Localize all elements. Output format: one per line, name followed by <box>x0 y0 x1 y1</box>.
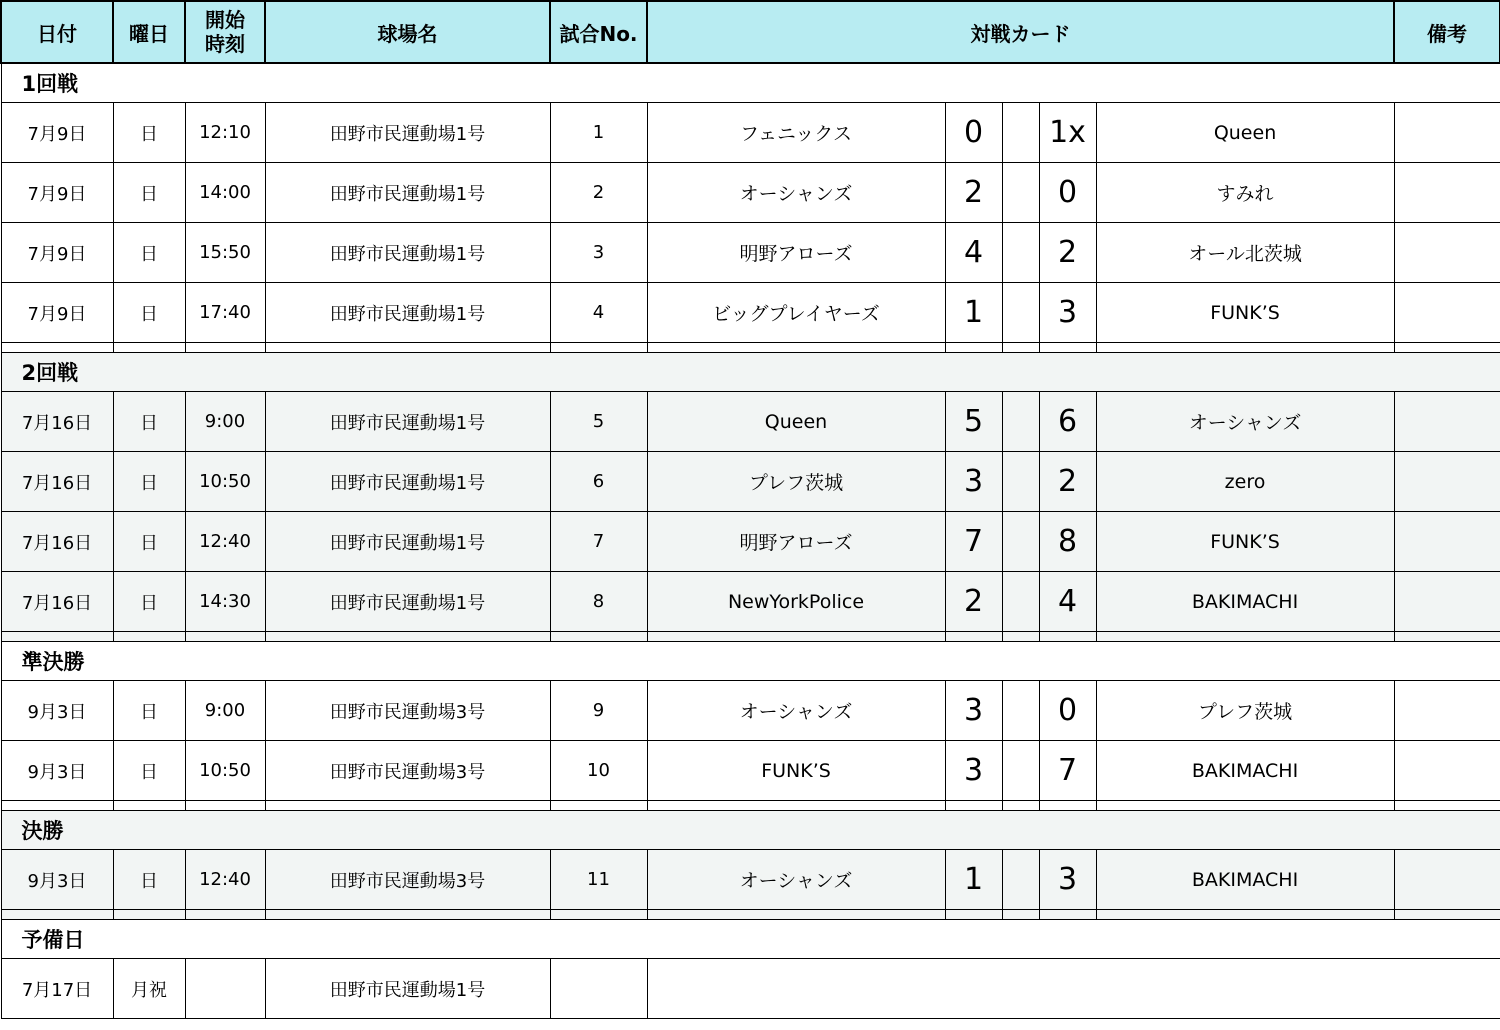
spacer-cell <box>1394 910 1500 920</box>
team-a: フェニックス <box>647 103 945 163</box>
score-b: 2 <box>1039 223 1096 283</box>
team-a: オーシャンズ <box>647 850 945 910</box>
game-venue: 田野市民運動場1号 <box>265 452 550 512</box>
score-a: 1 <box>945 850 1002 910</box>
game-venue: 田野市民運動場3号 <box>265 850 550 910</box>
team-a: 明野アローズ <box>647 512 945 572</box>
game-number: 1 <box>550 103 647 163</box>
game-notes <box>1394 452 1500 512</box>
reserve-time <box>185 959 265 1019</box>
score-divider <box>1002 741 1039 801</box>
header-start-time <box>185 1 265 63</box>
header-start-time-line2: 時刻 <box>205 32 245 56</box>
spacer-row <box>1 801 1500 811</box>
game-weekday: 日 <box>113 512 185 572</box>
spacer-cell <box>550 632 647 642</box>
game-venue: 田野市民運動場3号 <box>265 681 550 741</box>
game-time: 17:40 <box>185 283 265 343</box>
score-b: 0 <box>1039 163 1096 223</box>
spacer-cell <box>185 632 265 642</box>
reserve-venue: 田野市民運動場1号 <box>265 959 550 1019</box>
game-weekday: 日 <box>113 572 185 632</box>
team-b: BAKIMACHI <box>1096 572 1394 632</box>
section-row <box>1 353 1500 392</box>
game-time: 14:00 <box>185 163 265 223</box>
reserve-row <box>1 959 1500 1019</box>
spacer-cell <box>1096 910 1394 920</box>
spacer-cell <box>1039 632 1096 642</box>
spacer-cell <box>185 343 265 353</box>
team-a: FUNK’S <box>647 741 945 801</box>
game-notes <box>1394 572 1500 632</box>
game-number: 8 <box>550 572 647 632</box>
section-title: 2回戦 <box>1 353 1500 392</box>
game-venue: 田野市民運動場3号 <box>265 741 550 801</box>
game-number: 10 <box>550 741 647 801</box>
spacer-cell <box>1 801 113 811</box>
game-venue: 田野市民運動場1号 <box>265 512 550 572</box>
game-notes <box>1394 103 1500 163</box>
team-a: オーシャンズ <box>647 681 945 741</box>
spacer-cell <box>1 910 113 920</box>
spacer-cell <box>945 343 1002 353</box>
spacer-cell <box>647 910 945 920</box>
game-weekday: 日 <box>113 452 185 512</box>
team-a: ビッグプレイヤーズ <box>647 283 945 343</box>
spacer-cell <box>1 343 113 353</box>
spacer-row <box>1 343 1500 353</box>
header-matchup: 対戦カード <box>647 1 1394 63</box>
game-venue: 田野市民運動場1号 <box>265 572 550 632</box>
game-notes <box>1394 850 1500 910</box>
spacer-cell <box>1002 343 1039 353</box>
game-row <box>1 103 1500 163</box>
team-a: オーシャンズ <box>647 163 945 223</box>
reserve-number <box>550 959 647 1019</box>
score-divider <box>1002 452 1039 512</box>
score-divider <box>1002 572 1039 632</box>
game-date: 9月3日 <box>1 681 113 741</box>
score-divider <box>1002 223 1039 283</box>
score-b: 7 <box>1039 741 1096 801</box>
game-number: 3 <box>550 223 647 283</box>
game-date: 7月9日 <box>1 283 113 343</box>
game-time: 10:50 <box>185 741 265 801</box>
game-venue: 田野市民運動場1号 <box>265 103 550 163</box>
spacer-cell <box>1039 801 1096 811</box>
game-date: 7月9日 <box>1 163 113 223</box>
score-a: 4 <box>945 223 1002 283</box>
spacer-cell <box>113 910 185 920</box>
reserve-weekday: 月祝 <box>113 959 185 1019</box>
game-date: 7月16日 <box>1 452 113 512</box>
game-notes <box>1394 741 1500 801</box>
game-time: 15:50 <box>185 223 265 283</box>
team-b: BAKIMACHI <box>1096 850 1394 910</box>
game-notes <box>1394 163 1500 223</box>
header-weekday: 曜日 <box>113 1 185 63</box>
game-number: 9 <box>550 681 647 741</box>
game-weekday: 日 <box>113 283 185 343</box>
spacer-cell <box>113 801 185 811</box>
score-divider <box>1002 512 1039 572</box>
section-row <box>1 920 1500 959</box>
game-weekday: 日 <box>113 850 185 910</box>
spacer-cell <box>1039 343 1096 353</box>
game-weekday: 日 <box>113 223 185 283</box>
header-start-time-line1: 開始 <box>205 8 245 32</box>
game-time: 12:40 <box>185 512 265 572</box>
reserve-matchup <box>647 959 1500 1019</box>
spacer-cell <box>1394 801 1500 811</box>
game-time: 12:10 <box>185 103 265 163</box>
header-game-no: 試合No. <box>550 1 647 63</box>
game-row <box>1 850 1500 910</box>
spacer-cell <box>265 343 550 353</box>
game-row <box>1 681 1500 741</box>
spacer-cell <box>1394 343 1500 353</box>
score-divider <box>1002 392 1039 452</box>
spacer-cell <box>113 343 185 353</box>
game-weekday: 日 <box>113 163 185 223</box>
team-a: Queen <box>647 392 945 452</box>
team-b: zero <box>1096 452 1394 512</box>
game-row <box>1 452 1500 512</box>
score-b: 1x <box>1039 103 1096 163</box>
game-weekday: 日 <box>113 741 185 801</box>
spacer-cell <box>265 632 550 642</box>
spacer-cell <box>647 801 945 811</box>
game-row <box>1 283 1500 343</box>
spacer-cell <box>945 801 1002 811</box>
game-date: 9月3日 <box>1 741 113 801</box>
spacer-row <box>1 910 1500 920</box>
spacer-cell <box>945 910 1002 920</box>
score-divider <box>1002 850 1039 910</box>
spacer-cell <box>550 910 647 920</box>
spacer-cell <box>647 343 945 353</box>
team-a: 明野アローズ <box>647 223 945 283</box>
game-weekday: 日 <box>113 392 185 452</box>
spacer-cell <box>185 910 265 920</box>
spacer-cell <box>550 801 647 811</box>
spacer-cell <box>1002 801 1039 811</box>
spacer-cell <box>1039 910 1096 920</box>
section-title: 予備日 <box>1 920 1500 959</box>
score-a: 0 <box>945 103 1002 163</box>
spacer-cell <box>1002 632 1039 642</box>
game-venue: 田野市民運動場1号 <box>265 163 550 223</box>
team-b: FUNK’S <box>1096 283 1394 343</box>
spacer-cell <box>113 632 185 642</box>
game-number: 11 <box>550 850 647 910</box>
spacer-cell <box>1394 632 1500 642</box>
section-row <box>1 642 1500 681</box>
score-a: 3 <box>945 681 1002 741</box>
game-date: 7月16日 <box>1 572 113 632</box>
team-a: NewYorkPolice <box>647 572 945 632</box>
section-row <box>1 811 1500 850</box>
game-notes <box>1394 392 1500 452</box>
header-venue: 球場名 <box>265 1 550 63</box>
game-number: 5 <box>550 392 647 452</box>
game-date: 7月16日 <box>1 512 113 572</box>
game-time: 10:50 <box>185 452 265 512</box>
score-a: 2 <box>945 572 1002 632</box>
team-b: オール北茨城 <box>1096 223 1394 283</box>
reserve-date: 7月17日 <box>1 959 113 1019</box>
game-notes <box>1394 681 1500 741</box>
header-date: 日付 <box>1 1 113 63</box>
score-divider <box>1002 283 1039 343</box>
score-a: 7 <box>945 512 1002 572</box>
spacer-cell <box>550 343 647 353</box>
team-a: プレフ茨城 <box>647 452 945 512</box>
game-number: 6 <box>550 452 647 512</box>
game-row <box>1 223 1500 283</box>
header-row <box>1 1 1500 63</box>
team-b: プレフ茨城 <box>1096 681 1394 741</box>
game-row <box>1 163 1500 223</box>
score-b: 4 <box>1039 572 1096 632</box>
game-notes <box>1394 512 1500 572</box>
team-b: すみれ <box>1096 163 1394 223</box>
spacer-cell <box>1 632 113 642</box>
game-number: 4 <box>550 283 647 343</box>
score-a: 3 <box>945 741 1002 801</box>
team-b: FUNK’S <box>1096 512 1394 572</box>
game-notes <box>1394 283 1500 343</box>
spacer-cell <box>647 632 945 642</box>
game-time: 9:00 <box>185 681 265 741</box>
team-b: Queen <box>1096 103 1394 163</box>
spacer-cell <box>1096 343 1394 353</box>
score-divider <box>1002 103 1039 163</box>
score-a: 1 <box>945 283 1002 343</box>
score-b: 3 <box>1039 283 1096 343</box>
score-divider <box>1002 681 1039 741</box>
team-b: オーシャンズ <box>1096 392 1394 452</box>
score-a: 5 <box>945 392 1002 452</box>
game-venue: 田野市民運動場1号 <box>265 283 550 343</box>
score-a: 3 <box>945 452 1002 512</box>
header-notes: 備考 <box>1394 1 1500 63</box>
game-venue: 田野市民運動場1号 <box>265 223 550 283</box>
spacer-cell <box>1002 910 1039 920</box>
section-title: 1回戦 <box>1 63 1500 103</box>
game-date: 7月16日 <box>1 392 113 452</box>
spacer-cell <box>265 801 550 811</box>
score-b: 3 <box>1039 850 1096 910</box>
game-row <box>1 572 1500 632</box>
game-date: 9月3日 <box>1 850 113 910</box>
score-b: 8 <box>1039 512 1096 572</box>
game-time: 12:40 <box>185 850 265 910</box>
game-row <box>1 741 1500 801</box>
game-date: 7月9日 <box>1 223 113 283</box>
section-title: 準決勝 <box>1 642 1500 681</box>
game-number: 2 <box>550 163 647 223</box>
game-number: 7 <box>550 512 647 572</box>
spacer-row <box>1 632 1500 642</box>
spacer-cell <box>945 632 1002 642</box>
section-title: 決勝 <box>1 811 1500 850</box>
spacer-cell <box>265 910 550 920</box>
score-b: 0 <box>1039 681 1096 741</box>
spacer-cell <box>1096 632 1394 642</box>
spacer-cell <box>185 801 265 811</box>
game-weekday: 日 <box>113 103 185 163</box>
game-notes <box>1394 223 1500 283</box>
game-time: 9:00 <box>185 392 265 452</box>
game-date: 7月9日 <box>1 103 113 163</box>
score-b: 2 <box>1039 452 1096 512</box>
game-row <box>1 392 1500 452</box>
game-weekday: 日 <box>113 681 185 741</box>
score-divider <box>1002 163 1039 223</box>
section-row <box>1 63 1500 103</box>
score-b: 6 <box>1039 392 1096 452</box>
spacer-cell <box>1096 801 1394 811</box>
game-time: 14:30 <box>185 572 265 632</box>
game-venue: 田野市民運動場1号 <box>265 392 550 452</box>
game-row <box>1 512 1500 572</box>
team-b: BAKIMACHI <box>1096 741 1394 801</box>
score-a: 2 <box>945 163 1002 223</box>
